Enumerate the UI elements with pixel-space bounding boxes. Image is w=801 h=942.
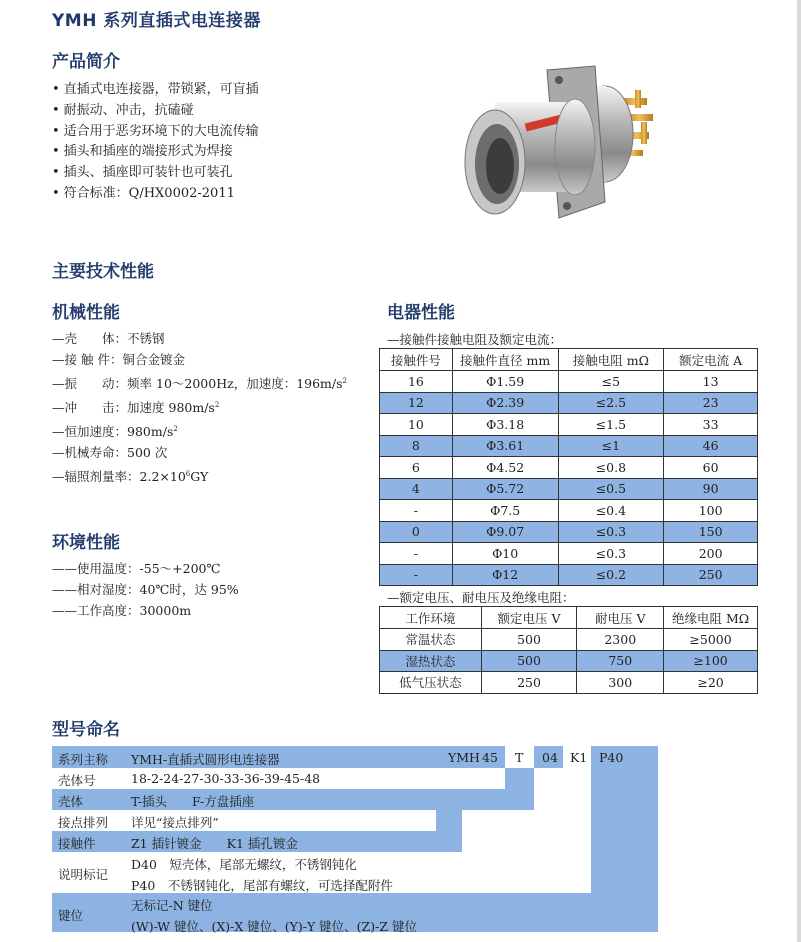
list-item: • 符合标准：Q/HX0002-2011: [52, 184, 259, 205]
naming-value: P40 不锈钢钝化，尾部有螺纹，可选择配附件: [131, 878, 393, 893]
voltage-table: [379, 606, 758, 694]
naming-value: YMH-直插式圆形电连接器: [131, 752, 280, 767]
list-item: • 适合用于恶劣环境下的大电流传输: [52, 122, 259, 143]
spec-item: —机械寿命：500 次: [52, 445, 168, 460]
electrical-heading: 电器性能: [387, 303, 455, 323]
naming-label: 接触件: [58, 836, 96, 851]
page-edge: [797, 0, 801, 942]
environment-list: [52, 559, 239, 622]
naming-bar: [505, 768, 534, 789]
environment-heading: 环境性能: [52, 533, 120, 553]
naming-value: 18-2-24-27-30-33-36-39-45-48: [131, 771, 321, 786]
spec-item: —冲 击：加速度 $980m/s^2$: [52, 400, 220, 416]
naming-bar: [52, 789, 534, 810]
table-row: 0 Φ9.07 ≤0.3 150: [380, 521, 758, 543]
naming-heading: 型号命名: [52, 720, 120, 740]
naming-value: Z1 插针镀金 K1 插孔镀金: [131, 836, 298, 851]
list-item: • 插头、插座即可装针也可装孔: [52, 163, 259, 184]
naming-value: 详见“接点排列”: [131, 815, 219, 830]
spec-item: —接 触 件：铜合金镀金: [52, 351, 185, 367]
contact-table-caption: —接触件接触电阻及额定电流：: [387, 332, 563, 347]
intro-heading: 产品简介: [52, 52, 120, 72]
list-item: • 直插式电连接器，带锁紧，可盲插: [52, 80, 259, 101]
connector-product-image: [455, 62, 670, 232]
table-row: - Φ10 ≤0.3 200: [380, 543, 758, 565]
code-arrangement: 04: [542, 750, 558, 765]
mechanical-list: [52, 329, 347, 488]
table-row: 4 Φ5.72 ≤0.5 90: [380, 478, 758, 500]
main-specs-heading: 主要技术性能: [52, 262, 154, 282]
spec-item: —辐照剂量率：$2.2\times 10^6GY$: [52, 469, 209, 485]
intro-list: [52, 80, 259, 205]
contact-table: [379, 348, 758, 586]
voltage-table-caption: —额定电压、耐电压及绝缘电阻：: [387, 590, 575, 605]
table-header-row: 工作环境 额定电压 V 耐电压 V 绝缘电阻 MΩ: [380, 607, 758, 629]
mechanical-heading: 机械性能: [52, 303, 120, 323]
naming-label: 壳体号: [58, 773, 96, 788]
table-row: 10 Φ3.18 ≤1.5 33: [380, 414, 758, 436]
table-row: 16 Φ1.59 ≤5 13: [380, 371, 758, 393]
naming-label: 键位: [58, 908, 84, 923]
spec-item: ——使用温度：-55～+200℃: [52, 561, 221, 576]
table-row: 低气压状态 250 300 ≥20: [380, 672, 758, 694]
code-mark: P40: [599, 750, 624, 765]
list-item: • 插头和插座的端接形式为焊接: [52, 142, 259, 163]
table-row: 常温状态 500 2300 ≥5000: [380, 629, 758, 651]
code-shell-type: T: [515, 750, 524, 765]
table-row: 8 Φ3.61 ≤1 46: [380, 435, 758, 457]
table-row: 湿热状态 500 750 ≥100: [380, 650, 758, 672]
spec-item: —壳 体：不锈钢: [52, 331, 165, 346]
naming-label: 壳体: [58, 794, 84, 809]
table-row: 6 Φ4.52 ≤0.8 60: [380, 457, 758, 479]
table-row: 12 Φ2.39 ≤2.5 23: [380, 392, 758, 414]
naming-value: 无标记-N 键位: [131, 898, 213, 913]
code-shell-size: 45: [482, 750, 498, 765]
naming-value: (W)-W 键位、(X)-X 键位、(Y)-Y 键位、(Z)-Z 键位: [131, 919, 417, 934]
spec-item: ——工作高度：30000m: [52, 602, 192, 618]
table-header-row: 接触件号 接触件直径 mm 接触电阻 mΩ 额定电流 A: [380, 349, 758, 371]
naming-value: T-插头 F-方盘插座: [131, 794, 255, 809]
spec-item: ——相对湿度：40℃时，达 95%: [52, 581, 239, 597]
spec-item: —振 动：频率 10～2000Hz，加速度：$196m/s^2$: [52, 375, 347, 391]
spec-item: —恒加速度：$980m/s^2$: [52, 424, 178, 440]
code-series: YMH: [448, 750, 480, 765]
table-row: - Φ12 ≤0.2 250: [380, 564, 758, 586]
code-contact: K1: [570, 750, 588, 765]
list-item: • 耐振动、冲击，抗磕碰: [52, 101, 259, 122]
table-row: - Φ7.5 ≤0.4 100: [380, 500, 758, 522]
page-title: YMH 系列直插式电连接器: [52, 11, 261, 31]
naming-value: D40 短壳体，尾部无螺纹，不锈钢钝化: [131, 857, 357, 872]
naming-bar: [436, 810, 462, 831]
naming-label: 说明标记: [58, 867, 109, 882]
naming-label: 系列主称: [58, 752, 109, 767]
naming-label: 接点排列: [58, 815, 109, 830]
